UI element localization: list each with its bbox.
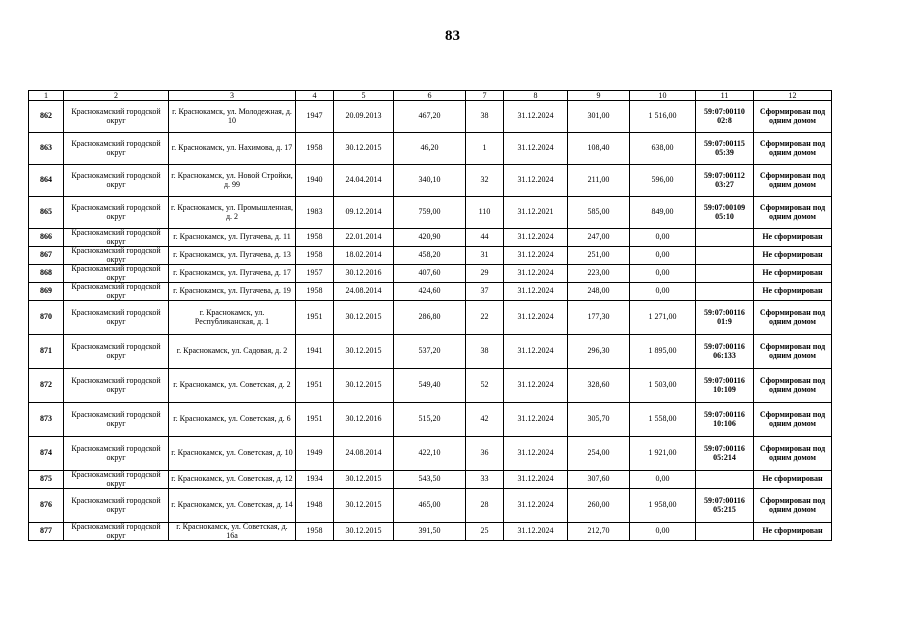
value-col10-cell: 0,00 <box>630 523 696 541</box>
area-cell: 46,20 <box>394 133 466 165</box>
count-cell: 42 <box>466 403 504 437</box>
date-cell: 18.02.2014 <box>334 247 394 265</box>
table-row <box>29 369 832 403</box>
address-cell: г. Краснокамск, ул. Новой Стройки, д. 99 <box>169 165 296 197</box>
count-cell: 25 <box>466 523 504 541</box>
area-cell: 407,60 <box>394 265 466 283</box>
area-cell: 286,80 <box>394 301 466 335</box>
value-col9-cell: 223,00 <box>568 265 630 283</box>
status-cell: Сформирован под одним домом <box>754 301 832 335</box>
table-row <box>29 403 832 437</box>
area-cell: 458,20 <box>394 247 466 265</box>
count-cell: 1 <box>466 133 504 165</box>
housing-table-container <box>28 90 832 541</box>
table-body <box>29 101 832 541</box>
area-cell: 515,20 <box>394 403 466 437</box>
row-number: 863 <box>29 133 64 165</box>
address-cell: г. Краснокамск, ул. Советская, д. 12 <box>169 471 296 489</box>
value-col9-cell: 301,00 <box>568 101 630 133</box>
deadline-cell: 31.12.2024 <box>504 283 568 301</box>
cadastral-number-cell: 59:07:00116 01:9 <box>696 301 754 335</box>
status-cell: Сформирован под одним домом <box>754 369 832 403</box>
address-cell: г. Краснокамск, ул. Пугачева, д. 11 <box>169 229 296 247</box>
year-built-cell: 1951 <box>296 369 334 403</box>
deadline-cell: 31.12.2021 <box>504 197 568 229</box>
municipality-cell: Краснокамский городской округ <box>64 101 169 133</box>
value-col10-cell: 1 503,00 <box>630 369 696 403</box>
status-cell: Не сформирован <box>754 265 832 283</box>
value-col9-cell: 254,00 <box>568 437 630 471</box>
table-row <box>29 283 832 301</box>
address-cell: г. Краснокамск, ул. Советская, д. 6 <box>169 403 296 437</box>
count-cell: 28 <box>466 489 504 523</box>
header-cell-1: 1 <box>29 91 64 101</box>
municipality-cell: Краснокамский городской округ <box>64 247 169 265</box>
row-number: 865 <box>29 197 64 229</box>
row-number: 877 <box>29 523 64 541</box>
value-col9-cell: 260,00 <box>568 489 630 523</box>
value-col9-cell: 307,60 <box>568 471 630 489</box>
header-cell-11: 11 <box>696 91 754 101</box>
value-col9-cell: 177,30 <box>568 301 630 335</box>
municipality-cell: Краснокамский городской округ <box>64 523 169 541</box>
count-cell: 37 <box>466 283 504 301</box>
table-row <box>29 489 832 523</box>
area-cell: 340,10 <box>394 165 466 197</box>
year-built-cell: 1958 <box>296 523 334 541</box>
year-built-cell: 1941 <box>296 335 334 369</box>
count-cell: 36 <box>466 437 504 471</box>
cadastral-number-cell: 59:07:00115 05:39 <box>696 133 754 165</box>
value-col10-cell: 1 895,00 <box>630 335 696 369</box>
date-cell: 20.09.2013 <box>334 101 394 133</box>
count-cell: 38 <box>466 101 504 133</box>
cadastral-number-cell <box>696 283 754 301</box>
municipality-cell: Краснокамский городской округ <box>64 229 169 247</box>
table-row <box>29 301 832 335</box>
date-cell: 22.01.2014 <box>334 229 394 247</box>
value-col10-cell: 1 558,00 <box>630 403 696 437</box>
value-col10-cell: 0,00 <box>630 265 696 283</box>
year-built-cell: 1958 <box>296 247 334 265</box>
address-cell: г. Краснокамск, ул. Пугачева, д. 13 <box>169 247 296 265</box>
row-number: 876 <box>29 489 64 523</box>
table-row <box>29 335 832 369</box>
row-number: 869 <box>29 283 64 301</box>
cadastral-number-cell <box>696 265 754 283</box>
deadline-cell: 31.12.2024 <box>504 523 568 541</box>
status-cell: Сформирован под одним домом <box>754 335 832 369</box>
row-number: 864 <box>29 165 64 197</box>
municipality-cell: Краснокамский городской округ <box>64 437 169 471</box>
value-col10-cell: 638,00 <box>630 133 696 165</box>
housing-table <box>28 90 832 541</box>
table-row <box>29 437 832 471</box>
header-cell-5: 5 <box>334 91 394 101</box>
header-cell-3: 3 <box>169 91 296 101</box>
status-cell: Не сформирован <box>754 471 832 489</box>
year-built-cell: 1958 <box>296 133 334 165</box>
table-header-row <box>29 91 832 101</box>
status-cell: Сформирован под одним домом <box>754 403 832 437</box>
date-cell: 24.04.2014 <box>334 165 394 197</box>
value-col10-cell: 0,00 <box>630 247 696 265</box>
year-built-cell: 1983 <box>296 197 334 229</box>
municipality-cell: Краснокамский городской округ <box>64 403 169 437</box>
cadastral-number-cell <box>696 471 754 489</box>
date-cell: 30.12.2015 <box>334 523 394 541</box>
area-cell: 759,00 <box>394 197 466 229</box>
status-cell: Сформирован под одним домом <box>754 133 832 165</box>
header-cell-7: 7 <box>466 91 504 101</box>
value-col9-cell: 247,00 <box>568 229 630 247</box>
address-cell: г. Краснокамск, ул. Нахимова, д. 17 <box>169 133 296 165</box>
cadastral-number-cell <box>696 523 754 541</box>
value-col10-cell: 1 921,00 <box>630 437 696 471</box>
value-col10-cell: 0,00 <box>630 229 696 247</box>
year-built-cell: 1949 <box>296 437 334 471</box>
address-cell: г. Краснокамск, ул. Пугачева, д. 17 <box>169 265 296 283</box>
municipality-cell: Краснокамский городской округ <box>64 489 169 523</box>
status-cell: Сформирован под одним домом <box>754 489 832 523</box>
header-cell-10: 10 <box>630 91 696 101</box>
status-cell: Сформирован под одним домом <box>754 437 832 471</box>
count-cell: 52 <box>466 369 504 403</box>
table-row <box>29 101 832 133</box>
cadastral-number-cell: 59:07:00110 02:8 <box>696 101 754 133</box>
date-cell: 30.12.2016 <box>334 265 394 283</box>
header-cell-2: 2 <box>64 91 169 101</box>
municipality-cell: Краснокамский городской округ <box>64 301 169 335</box>
count-cell: 31 <box>466 247 504 265</box>
row-number: 862 <box>29 101 64 133</box>
row-number: 870 <box>29 301 64 335</box>
row-number: 873 <box>29 403 64 437</box>
area-cell: 467,20 <box>394 101 466 133</box>
deadline-cell: 31.12.2024 <box>504 369 568 403</box>
year-built-cell: 1958 <box>296 283 334 301</box>
deadline-cell: 31.12.2024 <box>504 403 568 437</box>
address-cell: г. Краснокамск, ул. Республиканская, д. 1 <box>169 301 296 335</box>
address-cell: г. Краснокамск, ул. Садовая, д. 2 <box>169 335 296 369</box>
count-cell: 22 <box>466 301 504 335</box>
count-cell: 110 <box>466 197 504 229</box>
status-cell: Сформирован под одним домом <box>754 165 832 197</box>
deadline-cell: 31.12.2024 <box>504 133 568 165</box>
year-built-cell: 1957 <box>296 265 334 283</box>
table-row <box>29 471 832 489</box>
deadline-cell: 31.12.2024 <box>504 301 568 335</box>
status-cell: Не сформирован <box>754 283 832 301</box>
value-col9-cell: 212,70 <box>568 523 630 541</box>
row-number: 874 <box>29 437 64 471</box>
status-cell: Не сформирован <box>754 523 832 541</box>
value-col9-cell: 108,40 <box>568 133 630 165</box>
cadastral-number-cell <box>696 247 754 265</box>
table-row <box>29 229 832 247</box>
area-cell: 422,10 <box>394 437 466 471</box>
row-number: 871 <box>29 335 64 369</box>
count-cell: 33 <box>466 471 504 489</box>
header-cell-8: 8 <box>504 91 568 101</box>
area-cell: 465,00 <box>394 489 466 523</box>
value-col10-cell: 0,00 <box>630 283 696 301</box>
address-cell: г. Краснокамск, ул. Пугачева, д. 19 <box>169 283 296 301</box>
page-number: 83 <box>445 28 460 44</box>
cadastral-number-cell: 59:07:00116 10:106 <box>696 403 754 437</box>
year-built-cell: 1948 <box>296 489 334 523</box>
date-cell: 24.08.2014 <box>334 283 394 301</box>
date-cell: 30.12.2015 <box>334 471 394 489</box>
address-cell: г. Краснокамск, ул. Советская, д. 16а <box>169 523 296 541</box>
municipality-cell: Краснокамский городской округ <box>64 283 169 301</box>
year-built-cell: 1934 <box>296 471 334 489</box>
cadastral-number-cell <box>696 229 754 247</box>
date-cell: 30.12.2016 <box>334 403 394 437</box>
value-col10-cell: 1 271,00 <box>630 301 696 335</box>
area-cell: 391,50 <box>394 523 466 541</box>
header-cell-9: 9 <box>568 91 630 101</box>
value-col9-cell: 328,60 <box>568 369 630 403</box>
count-cell: 44 <box>466 229 504 247</box>
header-cell-12: 12 <box>754 91 832 101</box>
municipality-cell: Краснокамский городской округ <box>64 165 169 197</box>
municipality-cell: Краснокамский городской округ <box>64 471 169 489</box>
date-cell: 30.12.2015 <box>334 369 394 403</box>
deadline-cell: 31.12.2024 <box>504 265 568 283</box>
municipality-cell: Краснокамский городской округ <box>64 133 169 165</box>
area-cell: 549,40 <box>394 369 466 403</box>
cadastral-number-cell: 59:07:00116 05:215 <box>696 489 754 523</box>
row-number: 867 <box>29 247 64 265</box>
value-col9-cell: 211,00 <box>568 165 630 197</box>
table-row <box>29 165 832 197</box>
header-cell-4: 4 <box>296 91 334 101</box>
value-col10-cell: 1 516,00 <box>630 101 696 133</box>
address-cell: г. Краснокамск, ул. Промышленная, д. 2 <box>169 197 296 229</box>
municipality-cell: Краснокамский городской округ <box>64 335 169 369</box>
row-number: 875 <box>29 471 64 489</box>
cadastral-number-cell: 59:07:00112 03:27 <box>696 165 754 197</box>
value-col10-cell: 0,00 <box>630 471 696 489</box>
deadline-cell: 31.12.2024 <box>504 165 568 197</box>
date-cell: 30.12.2015 <box>334 301 394 335</box>
value-col9-cell: 305,70 <box>568 403 630 437</box>
date-cell: 30.12.2015 <box>334 335 394 369</box>
table-row <box>29 197 832 229</box>
value-col9-cell: 251,00 <box>568 247 630 265</box>
status-cell: Не сформирован <box>754 229 832 247</box>
value-col10-cell: 849,00 <box>630 197 696 229</box>
year-built-cell: 1947 <box>296 101 334 133</box>
deadline-cell: 31.12.2024 <box>504 471 568 489</box>
table-row <box>29 523 832 541</box>
table-row <box>29 247 832 265</box>
row-number: 868 <box>29 265 64 283</box>
count-cell: 29 <box>466 265 504 283</box>
deadline-cell: 31.12.2024 <box>504 247 568 265</box>
value-col9-cell: 248,00 <box>568 283 630 301</box>
deadline-cell: 31.12.2024 <box>504 335 568 369</box>
cadastral-number-cell: 59:07:00109 05:10 <box>696 197 754 229</box>
count-cell: 32 <box>466 165 504 197</box>
cadastral-number-cell: 59:07:00116 06:133 <box>696 335 754 369</box>
municipality-cell: Краснокамский городской округ <box>64 369 169 403</box>
table-row <box>29 265 832 283</box>
table-row <box>29 133 832 165</box>
row-number: 866 <box>29 229 64 247</box>
header-cell-6: 6 <box>394 91 466 101</box>
deadline-cell: 31.12.2024 <box>504 437 568 471</box>
cadastral-number-cell: 59:07:00116 05:214 <box>696 437 754 471</box>
address-cell: г. Краснокамск, ул. Советская, д. 14 <box>169 489 296 523</box>
value-col9-cell: 585,00 <box>568 197 630 229</box>
cadastral-number-cell: 59:07:00116 10:109 <box>696 369 754 403</box>
address-cell: г. Краснокамск, ул. Советская, д. 2 <box>169 369 296 403</box>
year-built-cell: 1951 <box>296 403 334 437</box>
value-col10-cell: 1 958,00 <box>630 489 696 523</box>
status-cell: Сформирован под одним домом <box>754 101 832 133</box>
date-cell: 30.12.2015 <box>334 489 394 523</box>
deadline-cell: 31.12.2024 <box>504 101 568 133</box>
date-cell: 30.12.2015 <box>334 133 394 165</box>
value-col10-cell: 596,00 <box>630 165 696 197</box>
municipality-cell: Краснокамский городской округ <box>64 265 169 283</box>
count-cell: 38 <box>466 335 504 369</box>
address-cell: г. Краснокамск, ул. Советская, д. 10 <box>169 437 296 471</box>
year-built-cell: 1958 <box>296 229 334 247</box>
status-cell: Не сформирован <box>754 247 832 265</box>
address-cell: г. Краснокамск, ул. Молодежная, д. 10 <box>169 101 296 133</box>
year-built-cell: 1940 <box>296 165 334 197</box>
municipality-cell: Краснокамский городской округ <box>64 197 169 229</box>
deadline-cell: 31.12.2024 <box>504 489 568 523</box>
date-cell: 24.08.2014 <box>334 437 394 471</box>
date-cell: 09.12.2014 <box>334 197 394 229</box>
value-col9-cell: 296,30 <box>568 335 630 369</box>
area-cell: 537,20 <box>394 335 466 369</box>
area-cell: 420,90 <box>394 229 466 247</box>
row-number: 872 <box>29 369 64 403</box>
deadline-cell: 31.12.2024 <box>504 229 568 247</box>
year-built-cell: 1951 <box>296 301 334 335</box>
status-cell: Сформирован под одним домом <box>754 197 832 229</box>
area-cell: 424,60 <box>394 283 466 301</box>
area-cell: 543,50 <box>394 471 466 489</box>
